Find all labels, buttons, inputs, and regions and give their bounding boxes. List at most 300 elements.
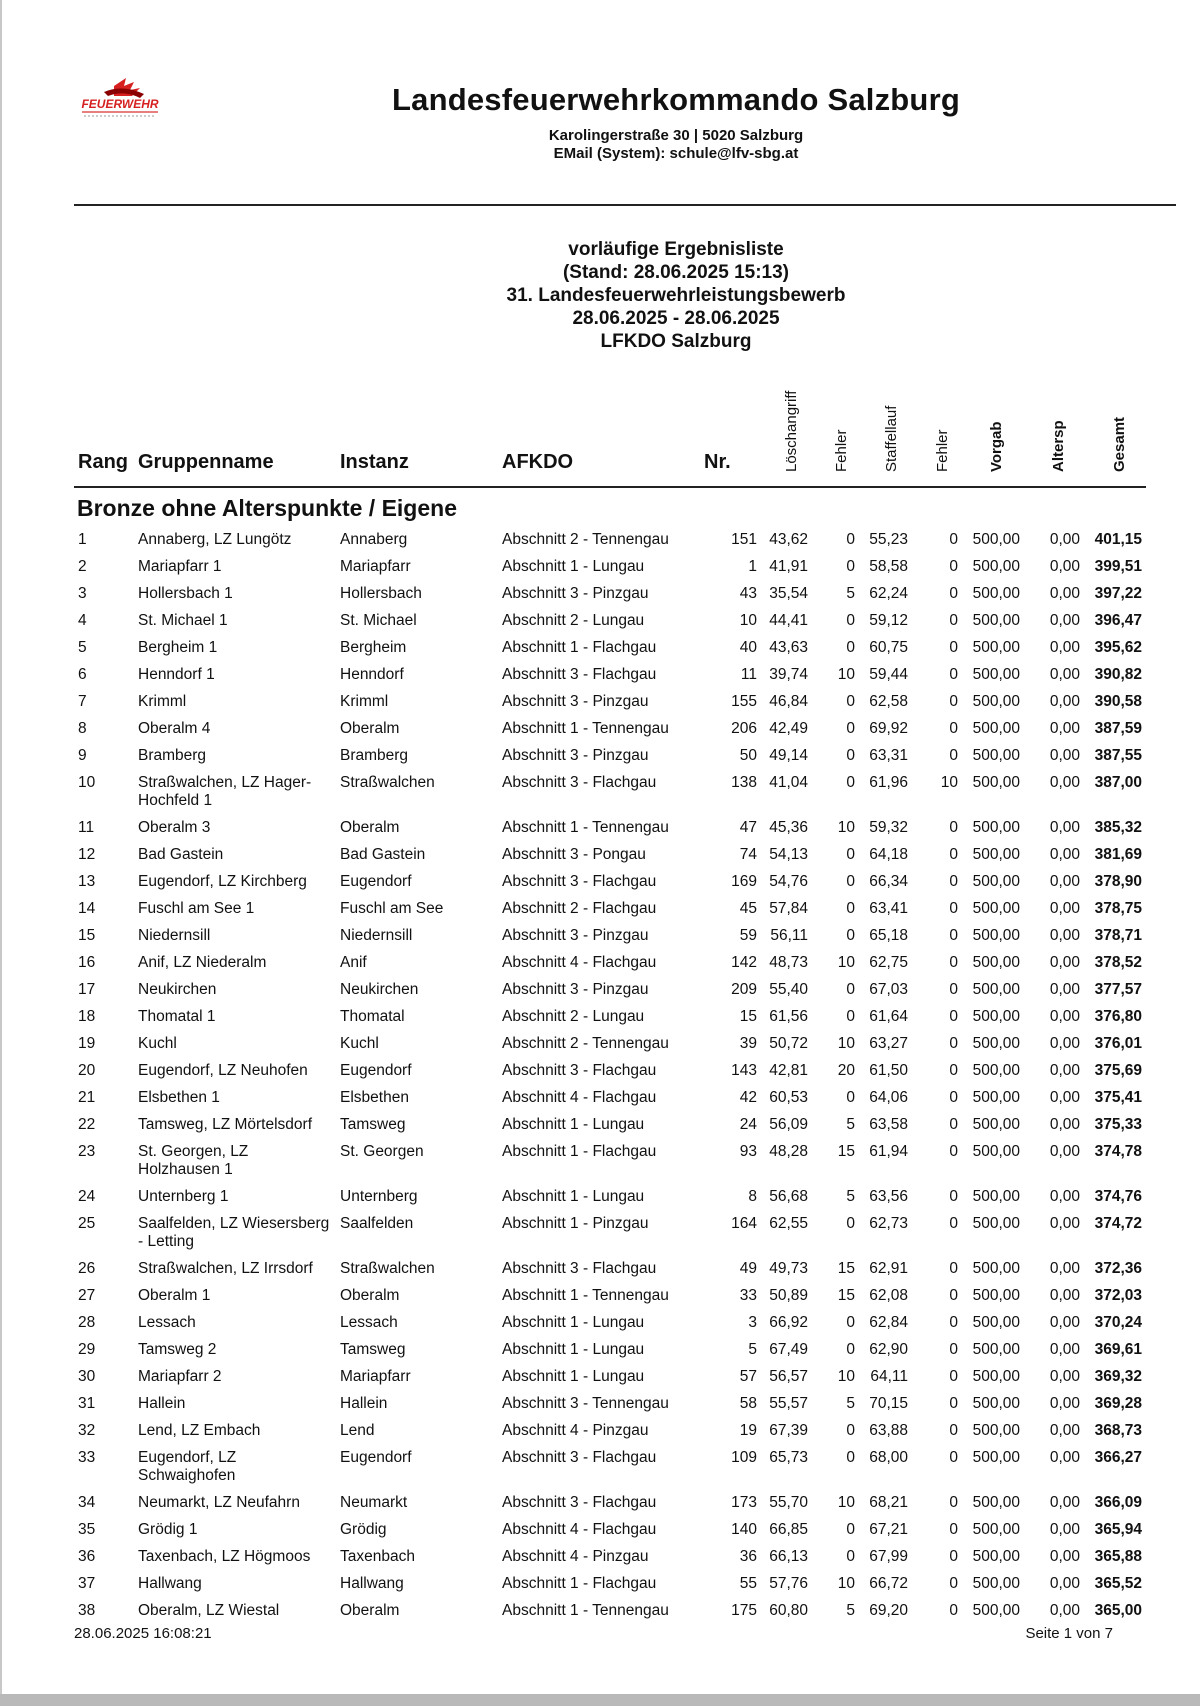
staffellauf-time-cell: 58,58 [869, 558, 908, 575]
alterspunkte-cell: 0,00 [1049, 1089, 1080, 1106]
table-row [2, 1365, 1200, 1392]
rank-cell: 32 [78, 1422, 96, 1439]
vorgabe-cell: 500,00 [972, 558, 1020, 575]
column-header-afkdo: AFKDO [502, 451, 574, 473]
alterspunkte-cell: 0,00 [1049, 1287, 1080, 1304]
loeschangriff-time-cell: 39,74 [769, 666, 808, 683]
group-name-cell: Straßwalchen, LZ Irrsdorf [138, 1260, 313, 1277]
group-name-cell: Saalfelden, LZ Wiesersberg - Letting [138, 1215, 330, 1250]
instanz-cell: Straßwalchen [340, 774, 435, 791]
group-name-cell: Neukirchen [138, 981, 217, 998]
title-line: (Stand: 28.06.2025 15:13) [562, 262, 789, 283]
gesamt-cell: 376,80 [1094, 1008, 1142, 1025]
vorgabe-cell: 500,00 [972, 927, 1020, 944]
group-name-cell: Oberalm 4 [138, 720, 211, 737]
instanz-cell: Grödig [340, 1521, 387, 1538]
staffellauf-fehler-cell: 0 [949, 531, 958, 548]
table-row [2, 1005, 1200, 1032]
rank-cell: 20 [78, 1062, 96, 1079]
vorgabe-cell: 500,00 [972, 1314, 1020, 1331]
instanz-cell: Oberalm [340, 720, 400, 737]
instanz-cell: Fuschl am See [340, 900, 444, 917]
table-row [2, 951, 1200, 978]
rank-cell: 6 [78, 666, 87, 683]
loeschangriff-fehler-cell: 0 [846, 1548, 855, 1565]
rank-cell: 2 [78, 558, 87, 575]
afkdo-cell: Abschnitt 1 - Flachgau [502, 639, 657, 656]
staffellauf-time-cell: 68,21 [869, 1494, 908, 1511]
column-header-nr: Nr. [704, 451, 731, 473]
rank-cell: 10 [78, 774, 96, 791]
loeschangriff-time-cell: 48,73 [769, 954, 808, 971]
alterspunkte-cell: 0,00 [1049, 1008, 1080, 1025]
staffellauf-fehler-cell: 0 [949, 873, 958, 890]
staffellauf-fehler-cell: 0 [949, 1116, 958, 1133]
rank-cell: 13 [78, 873, 96, 890]
afkdo-cell: Abschnitt 1 - Lungau [502, 1188, 645, 1205]
table-row [2, 1599, 1200, 1626]
table-row [2, 870, 1200, 897]
afkdo-cell: Abschnitt 3 - Tennengau [502, 1395, 669, 1412]
instanz-cell: Thomatal [340, 1008, 405, 1025]
alterspunkte-cell: 0,00 [1049, 693, 1080, 710]
vorgabe-cell: 500,00 [972, 1116, 1020, 1133]
loeschangriff-fehler-cell: 15 [837, 1143, 855, 1160]
instanz-cell: Oberalm [340, 1602, 400, 1619]
start-number-cell: 24 [739, 1116, 757, 1133]
rank-cell: 28 [78, 1314, 96, 1331]
loeschangriff-time-cell: 56,68 [769, 1188, 808, 1205]
rank-cell: 27 [78, 1287, 96, 1304]
start-number-cell: 55 [739, 1575, 757, 1592]
alterspunkte-cell: 0,00 [1049, 846, 1080, 863]
gesamt-cell: 399,51 [1094, 558, 1142, 575]
loeschangriff-time-cell: 43,63 [769, 639, 808, 656]
staffellauf-fehler-cell: 0 [949, 612, 958, 629]
instanz-cell: Kuchl [340, 1035, 379, 1052]
vorgabe-cell: 500,00 [972, 1143, 1020, 1160]
gesamt-cell: 385,32 [1094, 819, 1142, 836]
table-row [2, 897, 1200, 924]
rank-cell: 33 [78, 1449, 96, 1466]
start-number-cell: 33 [739, 1287, 757, 1304]
table-row [2, 1140, 1200, 1185]
staffellauf-time-cell: 69,20 [869, 1602, 908, 1619]
gesamt-cell: 387,55 [1094, 747, 1142, 764]
alterspunkte-cell: 0,00 [1049, 666, 1080, 683]
loeschangriff-time-cell: 54,13 [769, 846, 808, 863]
start-number-cell: 15 [739, 1008, 757, 1025]
gesamt-cell: 387,00 [1094, 774, 1142, 791]
start-number-cell: 1 [748, 558, 757, 575]
instanz-cell: Taxenbach [340, 1548, 415, 1565]
loeschangriff-time-cell: 50,72 [769, 1035, 808, 1052]
table-row [2, 717, 1200, 744]
table-row [2, 924, 1200, 951]
gesamt-cell: 390,82 [1094, 666, 1142, 683]
title-line: 31. Landesfeuerwehrleistungsbewerb [506, 285, 846, 306]
title-line: 28.06.2025 - 28.06.2025 [572, 308, 780, 329]
alterspunkte-cell: 0,00 [1049, 1575, 1080, 1592]
afkdo-cell: Abschnitt 3 - Flachgau [502, 666, 657, 683]
table-row [2, 1212, 1200, 1257]
start-number-cell: 42 [739, 1089, 757, 1106]
loeschangriff-time-cell: 49,14 [769, 747, 808, 764]
loeschangriff-time-cell: 55,57 [769, 1395, 808, 1412]
column-header-staffellauf: Staffellauf [883, 405, 900, 472]
vorgabe-cell: 500,00 [972, 1008, 1020, 1025]
group-name-cell: Kuchl [138, 1035, 177, 1052]
rank-cell: 29 [78, 1341, 96, 1358]
vorgabe-cell: 500,00 [972, 1602, 1020, 1619]
group-name-cell: Hallein [138, 1395, 186, 1412]
title-line: vorläufige Ergebnisliste [568, 239, 784, 260]
staffellauf-time-cell: 59,44 [869, 666, 908, 683]
rank-cell: 37 [78, 1575, 96, 1592]
start-number-cell: 164 [731, 1215, 757, 1232]
staffellauf-time-cell: 63,41 [869, 900, 908, 917]
table-row [2, 555, 1200, 582]
vorgabe-cell: 500,00 [972, 693, 1020, 710]
alterspunkte-cell: 0,00 [1049, 1314, 1080, 1331]
gesamt-cell: 375,69 [1094, 1062, 1142, 1079]
rank-cell: 35 [78, 1521, 96, 1538]
staffellauf-time-cell: 60,75 [869, 639, 908, 656]
alterspunkte-cell: 0,00 [1049, 1341, 1080, 1358]
alterspunkte-cell: 0,00 [1049, 720, 1080, 737]
staffellauf-fehler-cell: 0 [949, 1188, 958, 1205]
group-name-cell: Niedernsill [138, 927, 211, 944]
instanz-cell: Tamsweg [340, 1341, 406, 1358]
staffellauf-time-cell: 59,32 [869, 819, 908, 836]
afkdo-cell: Abschnitt 1 - Flachgau [502, 1575, 657, 1592]
start-number-cell: 19 [739, 1422, 757, 1439]
column-header-rang: Rang [78, 451, 128, 473]
vorgabe-cell: 500,00 [972, 1287, 1020, 1304]
loeschangriff-time-cell: 44,41 [769, 612, 808, 629]
staffellauf-time-cell: 61,64 [869, 1008, 908, 1025]
vorgabe-cell: 500,00 [972, 1215, 1020, 1232]
loeschangriff-time-cell: 62,55 [769, 1215, 808, 1232]
results-table [2, 528, 1200, 1626]
afkdo-cell: Abschnitt 2 - Tennengau [502, 531, 669, 548]
gesamt-cell: 401,15 [1094, 531, 1142, 548]
rank-cell: 26 [78, 1260, 96, 1277]
afkdo-cell: Abschnitt 3 - Pongau [502, 846, 646, 863]
group-name-cell: Henndorf 1 [138, 666, 215, 683]
alterspunkte-cell: 0,00 [1049, 1395, 1080, 1412]
table-row [2, 1257, 1200, 1284]
afkdo-cell: Abschnitt 4 - Flachgau [502, 1089, 657, 1106]
gesamt-cell: 396,47 [1094, 612, 1142, 629]
loeschangriff-time-cell: 49,73 [769, 1260, 808, 1277]
loeschangriff-fehler-cell: 10 [837, 1494, 855, 1511]
instanz-cell: Hollersbach [340, 585, 422, 602]
rank-cell: 12 [78, 846, 96, 863]
loeschangriff-time-cell: 67,39 [769, 1422, 808, 1439]
rank-cell: 15 [78, 927, 96, 944]
loeschangriff-fehler-cell: 20 [837, 1062, 855, 1079]
instanz-cell: Oberalm [340, 1287, 400, 1304]
staffellauf-fehler-cell: 0 [949, 1089, 958, 1106]
instanz-cell: Eugendorf [340, 1062, 412, 1079]
vorgabe-cell: 500,00 [972, 1341, 1020, 1358]
vorgabe-cell: 500,00 [972, 612, 1020, 629]
rank-cell: 7 [78, 693, 87, 710]
staffellauf-time-cell: 59,12 [869, 612, 908, 629]
afkdo-cell: Abschnitt 1 - Lungau [502, 1341, 645, 1358]
gesamt-cell: 378,52 [1094, 954, 1142, 971]
start-number-cell: 143 [731, 1062, 757, 1079]
start-number-cell: 74 [739, 846, 757, 863]
loeschangriff-fehler-cell: 15 [837, 1287, 855, 1304]
alterspunkte-cell: 0,00 [1049, 1035, 1080, 1052]
gesamt-cell: 366,27 [1094, 1449, 1142, 1466]
staffellauf-time-cell: 63,58 [869, 1116, 908, 1133]
loeschangriff-fehler-cell: 0 [846, 1089, 855, 1106]
loeschangriff-fehler-cell: 10 [837, 819, 855, 836]
alterspunkte-cell: 0,00 [1049, 1260, 1080, 1277]
staffellauf-fehler-cell: 10 [940, 774, 958, 791]
vorgabe-cell: 500,00 [972, 774, 1020, 791]
staffellauf-time-cell: 64,06 [869, 1089, 908, 1106]
gesamt-cell: 372,36 [1094, 1260, 1142, 1277]
alterspunkte-cell: 0,00 [1049, 1422, 1080, 1439]
vorgabe-cell: 500,00 [972, 900, 1020, 917]
instanz-cell: Oberalm [340, 819, 400, 836]
rank-cell: 36 [78, 1548, 96, 1565]
start-number-cell: 155 [731, 693, 757, 710]
table-row [2, 771, 1200, 816]
instanz-cell: Lessach [340, 1314, 398, 1331]
staffellauf-time-cell: 61,50 [869, 1062, 908, 1079]
table-row [2, 1518, 1200, 1545]
group-name-cell: Oberalm 3 [138, 819, 211, 836]
start-number-cell: 173 [731, 1494, 757, 1511]
rank-cell: 38 [78, 1602, 96, 1619]
group-name-cell: Tamsweg, LZ Mörtelsdorf [138, 1116, 312, 1133]
staffellauf-time-cell: 61,94 [869, 1143, 908, 1160]
table-row [2, 1086, 1200, 1113]
afkdo-cell: Abschnitt 3 - Flachgau [502, 873, 657, 890]
staffellauf-time-cell: 66,34 [869, 873, 908, 890]
alterspunkte-cell: 0,00 [1049, 774, 1080, 791]
gesamt-cell: 376,01 [1094, 1035, 1142, 1052]
start-number-cell: 8 [748, 1188, 757, 1205]
start-number-cell: 175 [731, 1602, 757, 1619]
table-row [2, 1113, 1200, 1140]
header-divider [74, 204, 1176, 206]
group-name-cell: Lend, LZ Embach [138, 1422, 261, 1439]
table-row [2, 843, 1200, 870]
group-name-cell: St. Georgen, LZ Holzhausen 1 [138, 1143, 249, 1178]
staffellauf-fehler-cell: 0 [949, 819, 958, 836]
loeschangriff-fehler-cell: 0 [846, 1215, 855, 1232]
loeschangriff-time-cell: 60,53 [769, 1089, 808, 1106]
table-row [2, 1338, 1200, 1365]
table-header-divider [74, 486, 1146, 488]
alterspunkte-cell: 0,00 [1049, 819, 1080, 836]
staffellauf-time-cell: 66,72 [869, 1575, 908, 1592]
staffellauf-time-cell: 65,18 [869, 927, 908, 944]
afkdo-cell: Abschnitt 3 - Flachgau [502, 774, 657, 791]
loeschangriff-fehler-cell: 0 [846, 693, 855, 710]
vorgabe-cell: 500,00 [972, 846, 1020, 863]
vorgabe-cell: 500,00 [972, 531, 1020, 548]
group-name-cell: Fuschl am See 1 [138, 900, 255, 917]
gesamt-cell: 365,00 [1094, 1602, 1142, 1619]
rank-cell: 5 [78, 639, 87, 656]
afkdo-cell: Abschnitt 1 - Tennengau [502, 1602, 669, 1619]
staffellauf-fehler-cell: 0 [949, 1548, 958, 1565]
group-name-cell: Eugendorf, LZ Kirchberg [138, 873, 307, 890]
group-name-cell: Annaberg, LZ Lungötz [138, 531, 292, 548]
staffellauf-fehler-cell: 0 [949, 1215, 958, 1232]
organization-address: Karolingerstraße 30 | 5020 Salzburg [548, 127, 804, 144]
start-number-cell: 36 [739, 1548, 757, 1565]
gesamt-cell: 374,76 [1094, 1188, 1142, 1205]
staffellauf-time-cell: 62,75 [869, 954, 908, 971]
group-name-cell: Anif, LZ Niederalm [138, 954, 267, 971]
afkdo-cell: Abschnitt 1 - Lungau [502, 1314, 645, 1331]
group-name-cell: Bad Gastein [138, 846, 224, 863]
loeschangriff-fehler-cell: 15 [837, 1260, 855, 1277]
instanz-cell: Saalfelden [340, 1215, 414, 1232]
staffellauf-time-cell: 63,27 [869, 1035, 908, 1052]
staffellauf-fehler-cell: 0 [949, 981, 958, 998]
staffellauf-fehler-cell: 0 [949, 1035, 958, 1052]
afkdo-cell: Abschnitt 3 - Pinzgau [502, 747, 649, 764]
rank-cell: 25 [78, 1215, 96, 1232]
staffellauf-time-cell: 62,08 [869, 1287, 908, 1304]
vorgabe-cell: 500,00 [972, 1395, 1020, 1412]
rank-cell: 14 [78, 900, 96, 917]
table-row [2, 1392, 1200, 1419]
alterspunkte-cell: 0,00 [1049, 558, 1080, 575]
table-row [2, 1032, 1200, 1059]
group-name-cell: Oberalm, LZ Wiestal [138, 1602, 280, 1619]
staffellauf-fehler-cell: 0 [949, 1143, 958, 1160]
loeschangriff-time-cell: 65,73 [769, 1449, 808, 1466]
vorgabe-cell: 500,00 [972, 666, 1020, 683]
vorgabe-cell: 500,00 [972, 1089, 1020, 1106]
alterspunkte-cell: 0,00 [1049, 927, 1080, 944]
alterspunkte-cell: 0,00 [1049, 1521, 1080, 1538]
staffellauf-fehler-cell: 0 [949, 1314, 958, 1331]
table-row [2, 1311, 1200, 1338]
afkdo-cell: Abschnitt 1 - Pinzgau [502, 1215, 649, 1232]
staffellauf-time-cell: 67,21 [869, 1521, 908, 1538]
loeschangriff-fehler-cell: 0 [846, 1422, 855, 1439]
loeschangriff-time-cell: 42,81 [769, 1062, 808, 1079]
loeschangriff-time-cell: 66,85 [769, 1521, 808, 1538]
loeschangriff-fehler-cell: 10 [837, 1575, 855, 1592]
alterspunkte-cell: 0,00 [1049, 1188, 1080, 1205]
organization-name: Landesfeuerwehrkommando Salzburg [392, 82, 960, 117]
afkdo-cell: Abschnitt 1 - Tennengau [502, 819, 669, 836]
start-number-cell: 10 [739, 612, 757, 629]
group-name-cell: Neumarkt, LZ Neufahrn [138, 1494, 300, 1511]
instanz-cell: Hallwang [340, 1575, 404, 1592]
staffellauf-fehler-cell: 0 [949, 900, 958, 917]
title-line: LFKDO Salzburg [600, 331, 752, 352]
gesamt-cell: 365,94 [1094, 1521, 1142, 1538]
column-header-fehler: Fehler [934, 429, 951, 472]
table-row [2, 1185, 1200, 1212]
loeschangriff-time-cell: 66,13 [769, 1548, 808, 1565]
staffellauf-time-cell: 62,84 [869, 1314, 908, 1331]
instanz-cell: Tamsweg [340, 1116, 406, 1133]
instanz-cell: Neukirchen [340, 981, 419, 998]
vorgabe-cell: 500,00 [972, 1548, 1020, 1565]
loeschangriff-time-cell: 56,57 [769, 1368, 808, 1385]
group-name-cell: St. Michael 1 [138, 612, 228, 629]
staffellauf-fehler-cell: 0 [949, 1260, 958, 1277]
staffellauf-time-cell: 64,11 [870, 1368, 908, 1385]
alterspunkte-cell: 0,00 [1049, 1143, 1080, 1160]
vorgabe-cell: 500,00 [972, 1368, 1020, 1385]
alterspunkte-cell: 0,00 [1049, 1215, 1080, 1232]
rank-cell: 9 [78, 747, 87, 764]
start-number-cell: 57 [739, 1368, 757, 1385]
table-row [2, 1419, 1200, 1446]
vorgabe-cell: 500,00 [972, 1449, 1020, 1466]
organization-email: EMail (System): schule@lfv-sbg.at [553, 145, 799, 162]
start-number-cell: 109 [731, 1449, 757, 1466]
instanz-cell: Eugendorf [340, 1449, 412, 1466]
gesamt-cell: 374,78 [1094, 1143, 1142, 1160]
instanz-cell: Bad Gastein [340, 846, 426, 863]
loeschangriff-fehler-cell: 0 [846, 1341, 855, 1358]
start-number-cell: 169 [731, 873, 757, 890]
alterspunkte-cell: 0,00 [1049, 531, 1080, 548]
start-number-cell: 47 [739, 819, 757, 836]
column-header-vorgab: Vorgab [988, 421, 1005, 472]
loeschangriff-fehler-cell: 0 [846, 846, 855, 863]
instanz-cell: St. Michael [340, 612, 417, 629]
group-name-cell: Mariapfarr 1 [138, 558, 222, 575]
start-number-cell: 40 [739, 639, 757, 656]
instanz-cell: Bramberg [340, 747, 409, 764]
loeschangriff-time-cell: 54,76 [769, 873, 808, 890]
afkdo-cell: Abschnitt 1 - Tennengau [502, 720, 669, 737]
staffellauf-fehler-cell: 0 [949, 720, 958, 737]
rank-cell: 16 [78, 954, 96, 971]
group-name-cell: Tamsweg 2 [138, 1341, 217, 1358]
vorgabe-cell: 500,00 [972, 747, 1020, 764]
start-number-cell: 138 [731, 774, 757, 791]
gesamt-cell: 378,71 [1094, 927, 1142, 944]
staffellauf-time-cell: 62,58 [869, 693, 908, 710]
loeschangriff-time-cell: 42,49 [769, 720, 808, 737]
staffellauf-time-cell: 69,92 [869, 720, 908, 737]
vorgabe-cell: 500,00 [972, 1422, 1020, 1439]
group-name-cell: Hallwang [138, 1575, 202, 1592]
vorgabe-cell: 500,00 [972, 981, 1020, 998]
alterspunkte-cell: 0,00 [1049, 1602, 1080, 1619]
alterspunkte-cell: 0,00 [1049, 639, 1080, 656]
loeschangriff-fehler-cell: 10 [837, 666, 855, 683]
afkdo-cell: Abschnitt 4 - Pinzgau [502, 1548, 649, 1565]
group-name-cell: Thomatal 1 [138, 1008, 216, 1025]
rank-cell: 11 [78, 819, 95, 836]
loeschangriff-fehler-cell: 0 [846, 558, 855, 575]
staffellauf-fehler-cell: 0 [949, 1062, 958, 1079]
staffellauf-time-cell: 55,23 [869, 531, 908, 548]
group-name-cell: Krimml [138, 693, 187, 710]
start-number-cell: 142 [731, 954, 757, 971]
afkdo-cell: Abschnitt 3 - Pinzgau [502, 585, 649, 602]
